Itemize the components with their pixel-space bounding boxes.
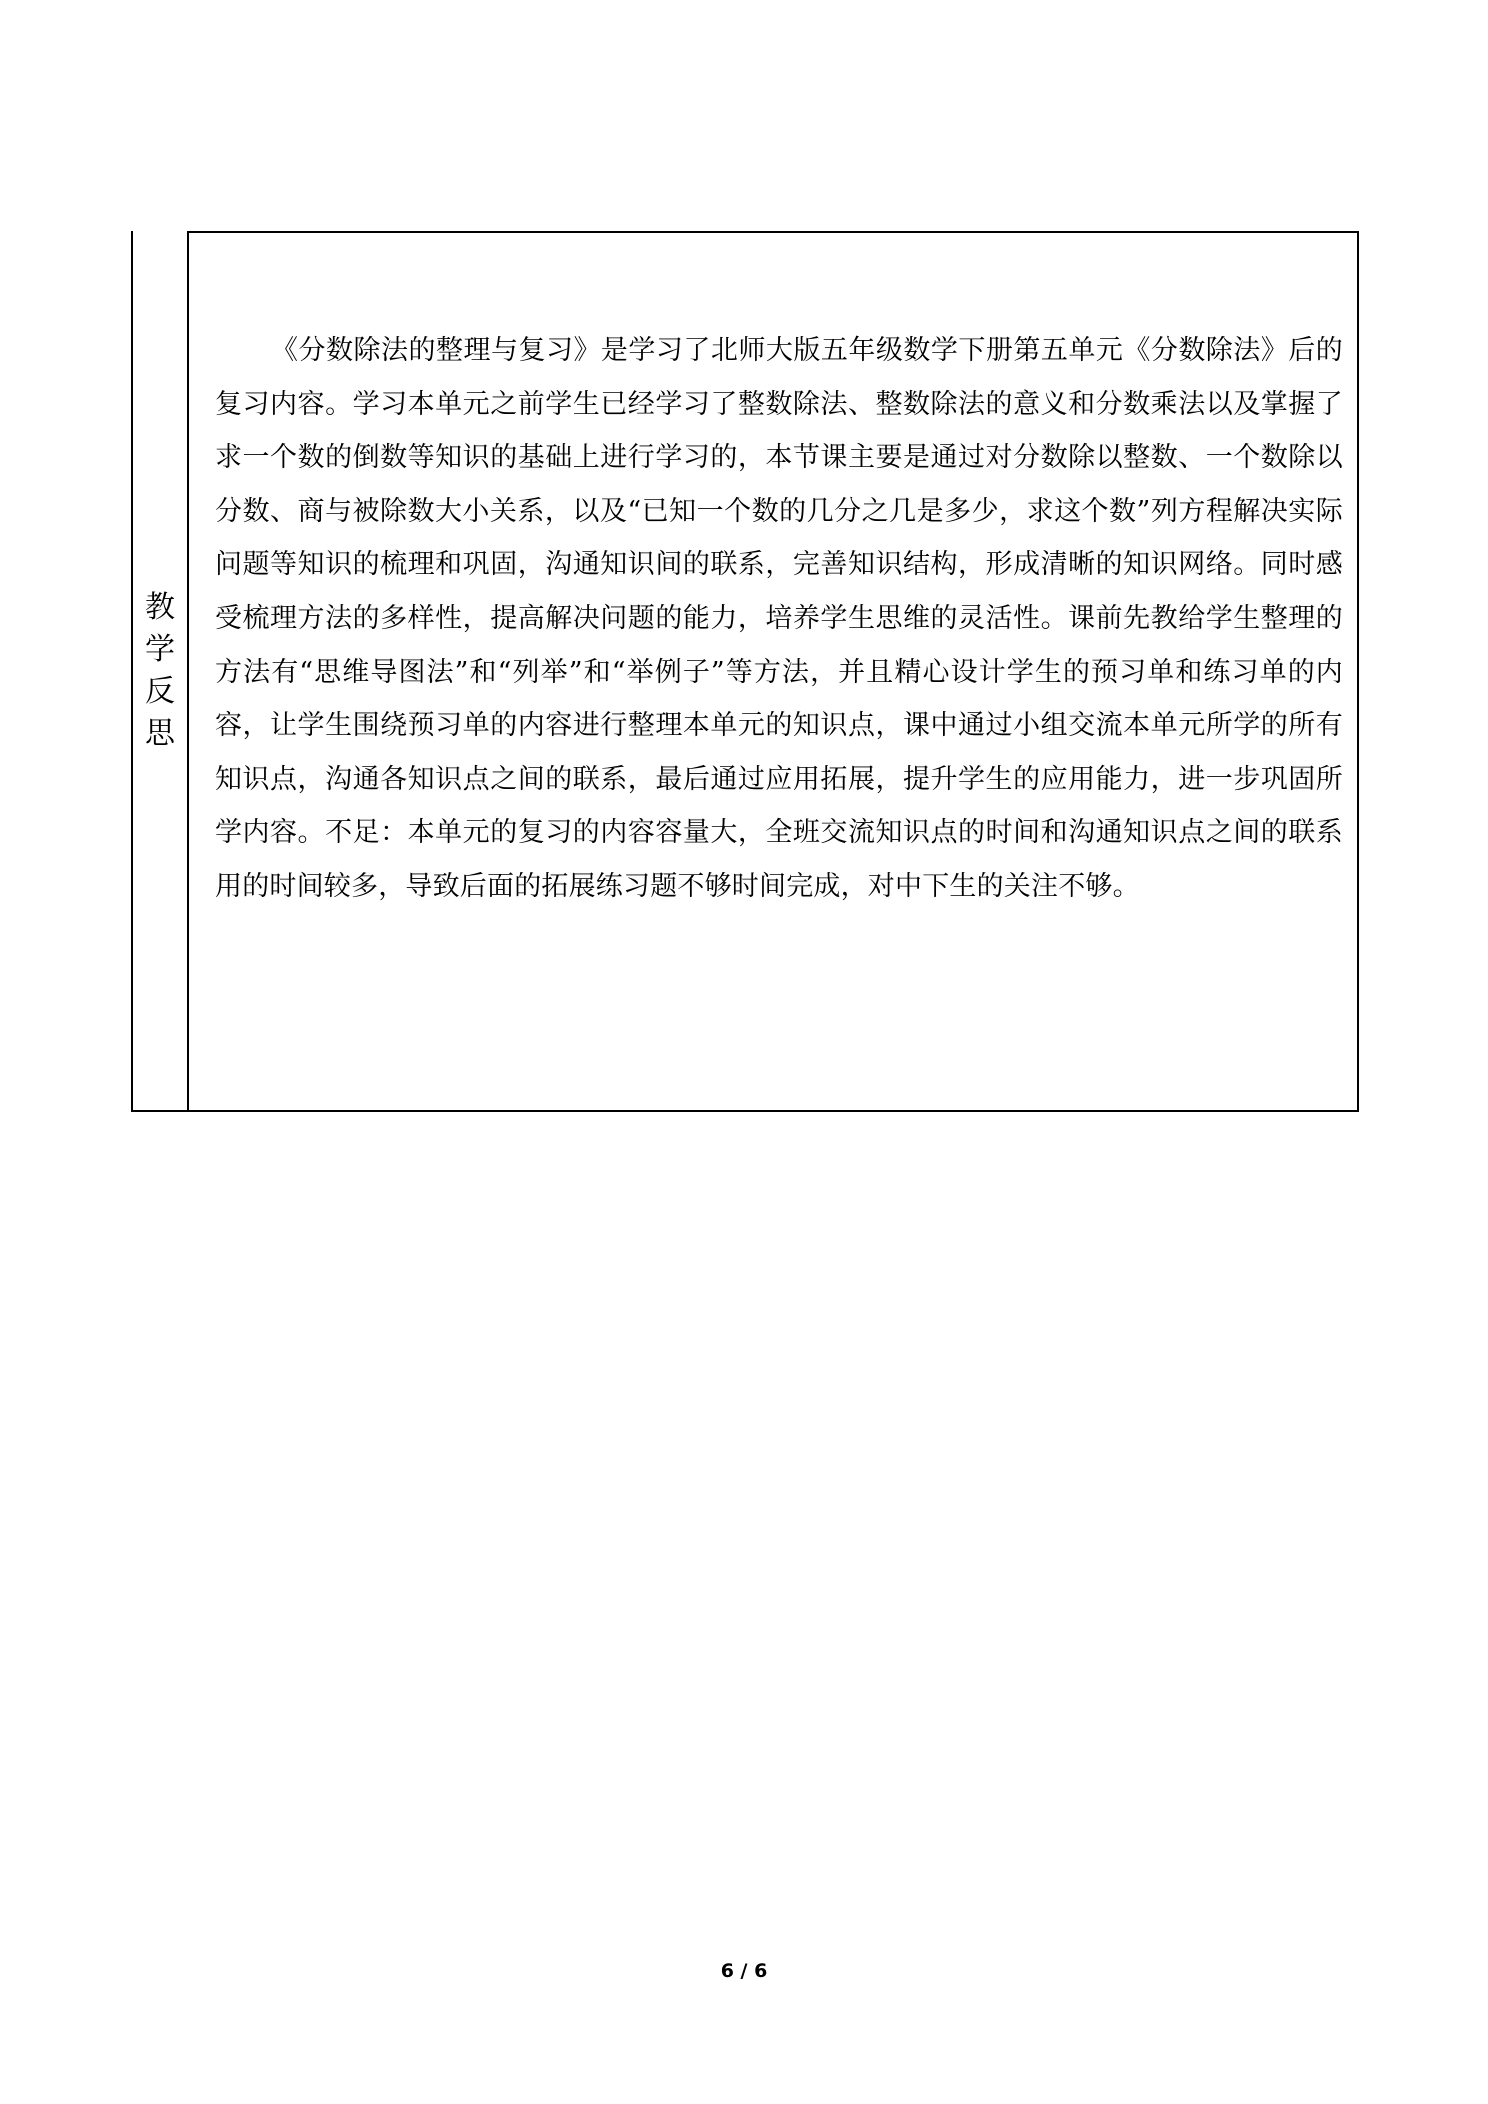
page-number: 6 / 6 xyxy=(720,1960,768,1982)
reflection-label-cell xyxy=(133,231,189,1110)
reflection-table xyxy=(131,231,1359,1112)
reflection-label: 教学反思 xyxy=(145,589,175,751)
reflection-content-cell xyxy=(189,231,1359,1110)
reflection-paragraph: 《分数除法的整理与复习》是学习了北师大版五年级数学下册第五单元《分数除法》后的复习内容。学习本单元之前学生已经学习了整数除法、整数除法的意义和分数乘法以及掌握了求一个数的倒数等知识的基础上进行学习的，本节课主要是通过对分数除以整数、一个数除以分数、商与被除数大小关系，以及“已知一个数的几分之几是多少，求这个数”列方程解决实际问题等知识的梳理和巩固，沟通知识间的联系，完善知识结构，形成清晰的知识网络。同时感受梳理方法的多样性，提高解决问题的能力，培养学生思维的灵活性。课前先教给学生整理的方法有“思维导图法”和“列举”和“举例子”等方法，并且精心设计学生的预习单和练习单的内容，让学生围绕预习单的内容进行整理本单元的知识点，课中通过小组交流本单元所学的所有知识点，沟通各知识点之间的联系，最后通过应用拓展，提升学生的应用能力，进一步巩固所学内容。不足：本单元的复习的内容容量大，全班交流知识点的时间和沟通知识点之间的联系用的时间较多，导致后面的拓展练习题不够时间完成，对中下生的关注不够。 xyxy=(215,335,1343,902)
